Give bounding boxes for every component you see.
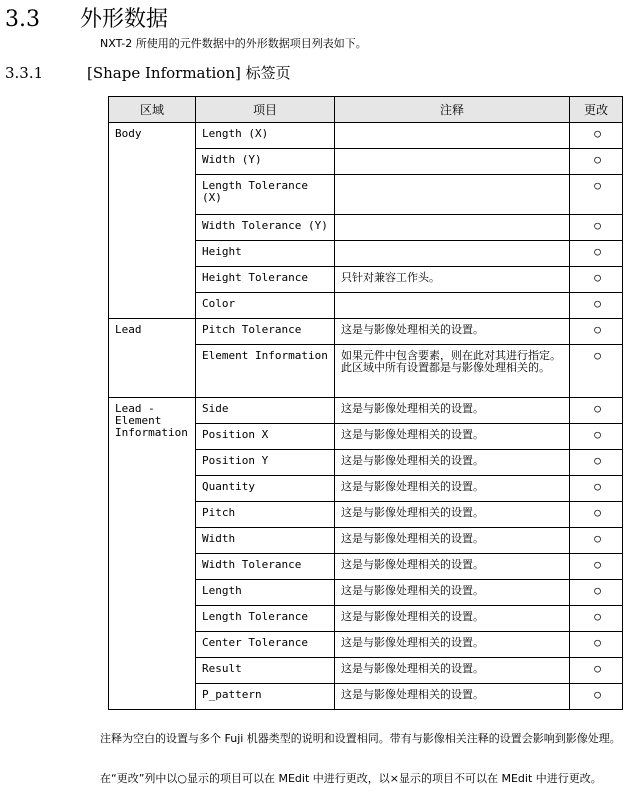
table-header-row xyxy=(109,97,623,123)
change-mark: ○ xyxy=(594,688,601,701)
change-cell xyxy=(570,319,623,345)
change-mark: ○ xyxy=(594,584,601,597)
area-cell xyxy=(109,123,196,319)
change-cell xyxy=(570,424,623,450)
change-mark: ○ xyxy=(594,662,601,675)
item-cell xyxy=(196,149,335,175)
note-cell xyxy=(335,476,570,502)
note-text: 这是与影像处理相关的设置。 xyxy=(341,506,484,519)
area-cell xyxy=(109,398,196,710)
item-text: Pitch Tolerance xyxy=(202,323,302,336)
area-label: Lead - Element Information xyxy=(115,402,188,439)
note-text: 这是与影像处理相关的设置。 xyxy=(341,636,484,649)
change-cell xyxy=(570,580,623,606)
change-mark: ○ xyxy=(594,271,601,284)
note-text: 这是与影像处理相关的设置。 xyxy=(341,402,484,415)
note-cell xyxy=(335,398,570,424)
item-text: P_pattern xyxy=(202,688,262,701)
note-cell xyxy=(335,528,570,554)
note-cell xyxy=(335,175,570,215)
section-heading xyxy=(5,2,168,33)
change-cell xyxy=(570,123,623,149)
change-cell xyxy=(570,502,623,528)
intro-text: NXT-2 所使用的元件数据中的外形数据项目列表如下。 xyxy=(100,37,367,50)
note-text: 如果元件中包含要素，则在此对其进行指定。此区域中所有设置都是与影像处理相关的。 xyxy=(341,349,561,374)
item-cell xyxy=(196,658,335,684)
change-mark: ○ xyxy=(594,219,601,232)
change-mark: ○ xyxy=(594,636,601,649)
item-cell xyxy=(196,267,335,293)
item-cell xyxy=(196,502,335,528)
item-text: Length Tolerance xyxy=(202,610,308,623)
note-text xyxy=(335,241,569,248)
change-mark: ○ xyxy=(594,179,601,192)
change-cell xyxy=(570,528,623,554)
note-text xyxy=(335,149,569,156)
note-text: 这是与影像处理相关的设置。 xyxy=(341,558,484,571)
item-cell xyxy=(196,476,335,502)
change-mark: ○ xyxy=(594,402,601,415)
item-cell xyxy=(196,606,335,632)
note-text xyxy=(335,293,569,300)
note-text: 这是与影像处理相关的设置。 xyxy=(341,428,484,441)
change-mark: ○ xyxy=(594,323,601,336)
note-text xyxy=(335,123,569,130)
note-cell xyxy=(335,149,570,175)
item-cell xyxy=(196,241,335,267)
table-row xyxy=(109,398,623,424)
change-cell xyxy=(570,606,623,632)
item-cell xyxy=(196,684,335,710)
note-cell xyxy=(335,424,570,450)
note-text: 这是与影像处理相关的设置。 xyxy=(341,584,484,597)
footnote-2: 在“更改”列中以○显示的项目可以在 MEdit 中进行更改，以×显示的项目不可以在 MEdit 中进行更改。 xyxy=(100,772,602,785)
note-text: 这是与影像处理相关的设置。 xyxy=(341,323,484,336)
item-text: Element Information xyxy=(202,349,328,362)
note-text xyxy=(335,215,569,222)
change-mark: ○ xyxy=(594,454,601,467)
item-text: Length (X) xyxy=(202,127,269,140)
note-cell xyxy=(335,502,570,528)
note-cell xyxy=(335,293,570,319)
area-label: Body xyxy=(115,127,142,140)
item-cell xyxy=(196,293,335,319)
note-cell xyxy=(335,267,570,293)
note-cell xyxy=(335,345,570,398)
item-text: Result xyxy=(202,662,242,675)
item-text: Pitch xyxy=(202,506,236,519)
change-cell xyxy=(570,241,623,267)
change-cell xyxy=(570,293,623,319)
item-cell xyxy=(196,424,335,450)
change-mark: ○ xyxy=(594,153,601,166)
change-cell xyxy=(570,476,623,502)
note-text: 只针对兼容工作头。 xyxy=(341,271,440,284)
item-text: Width xyxy=(202,532,236,545)
table-row xyxy=(109,319,623,345)
change-mark: ○ xyxy=(594,558,601,571)
change-cell xyxy=(570,684,623,710)
section-title: 外形数据 xyxy=(80,7,169,32)
note-text: 这是与影像处理相关的设置。 xyxy=(341,610,484,623)
note-cell xyxy=(335,241,570,267)
header-item: 项目 xyxy=(196,97,335,123)
header-area: 区域 xyxy=(109,97,196,123)
note-text: 这是与影像处理相关的设置。 xyxy=(341,454,484,467)
change-cell xyxy=(570,149,623,175)
item-text: Width Tolerance (Y) xyxy=(202,219,328,232)
note-cell xyxy=(335,606,570,632)
item-text: Length xyxy=(202,584,242,597)
header-change: 更改 xyxy=(570,97,623,123)
item-text: Side xyxy=(202,402,229,415)
item-cell xyxy=(196,528,335,554)
item-cell xyxy=(196,345,335,398)
change-mark: ○ xyxy=(594,297,601,310)
item-text: Height Tolerance xyxy=(202,271,308,284)
item-text: Center Tolerance xyxy=(202,636,308,649)
change-mark: ○ xyxy=(594,480,601,493)
item-text: Color xyxy=(202,297,236,310)
note-cell xyxy=(335,554,570,580)
item-text: Length Tolerance (X) xyxy=(202,179,308,204)
change-cell xyxy=(570,632,623,658)
change-cell xyxy=(570,658,623,684)
shape-info-table xyxy=(108,96,623,710)
header-note: 注释 xyxy=(335,97,570,123)
item-text: Position X xyxy=(202,428,269,441)
item-cell xyxy=(196,319,335,345)
change-cell xyxy=(570,215,623,241)
change-mark: ○ xyxy=(594,532,601,545)
table-body xyxy=(109,123,623,710)
change-mark: ○ xyxy=(594,506,601,519)
change-cell xyxy=(570,267,623,293)
item-text: Height xyxy=(202,245,242,258)
note-text: 这是与影像处理相关的设置。 xyxy=(341,662,484,675)
item-cell xyxy=(196,450,335,476)
change-mark: ○ xyxy=(594,428,601,441)
note-cell xyxy=(335,450,570,476)
note-cell xyxy=(335,319,570,345)
note-cell xyxy=(335,123,570,149)
area-label: Lead xyxy=(115,323,142,336)
item-cell xyxy=(196,398,335,424)
note-text: 这是与影像处理相关的设置。 xyxy=(341,532,484,545)
subsection-heading xyxy=(5,62,291,83)
subsection-number: 3.3.1 xyxy=(5,64,44,82)
item-cell xyxy=(196,215,335,241)
change-cell xyxy=(570,345,623,398)
change-cell xyxy=(570,175,623,215)
item-text: Position Y xyxy=(202,454,269,467)
section-number: 3.3 xyxy=(5,7,40,32)
subsection-title: [Shape Information] 标签页 xyxy=(87,64,291,82)
change-cell xyxy=(570,398,623,424)
change-mark: ○ xyxy=(594,127,601,140)
note-cell xyxy=(335,580,570,606)
item-text: Width Tolerance xyxy=(202,558,302,571)
note-text: 这是与影像处理相关的设置。 xyxy=(341,480,484,493)
change-mark: ○ xyxy=(594,349,601,362)
note-text xyxy=(335,175,569,182)
change-cell xyxy=(570,450,623,476)
note-cell xyxy=(335,684,570,710)
note-cell xyxy=(335,658,570,684)
note-cell xyxy=(335,632,570,658)
change-mark: ○ xyxy=(594,610,601,623)
item-cell xyxy=(196,554,335,580)
item-cell xyxy=(196,632,335,658)
item-text: Width (Y) xyxy=(202,153,262,166)
item-cell xyxy=(196,580,335,606)
change-cell xyxy=(570,554,623,580)
item-text: Quantity xyxy=(202,480,255,493)
note-cell xyxy=(335,215,570,241)
table-row xyxy=(109,123,623,149)
area-cell xyxy=(109,319,196,398)
item-cell xyxy=(196,175,335,215)
item-cell xyxy=(196,123,335,149)
note-text: 这是与影像处理相关的设置。 xyxy=(341,688,484,701)
footnote-1: 注释为空白的设置与多个 Fuji 机器类型的说明和设置相同。带有与影像相关注释的设置会影响到影像处理。 xyxy=(100,732,621,745)
change-mark: ○ xyxy=(594,245,601,258)
